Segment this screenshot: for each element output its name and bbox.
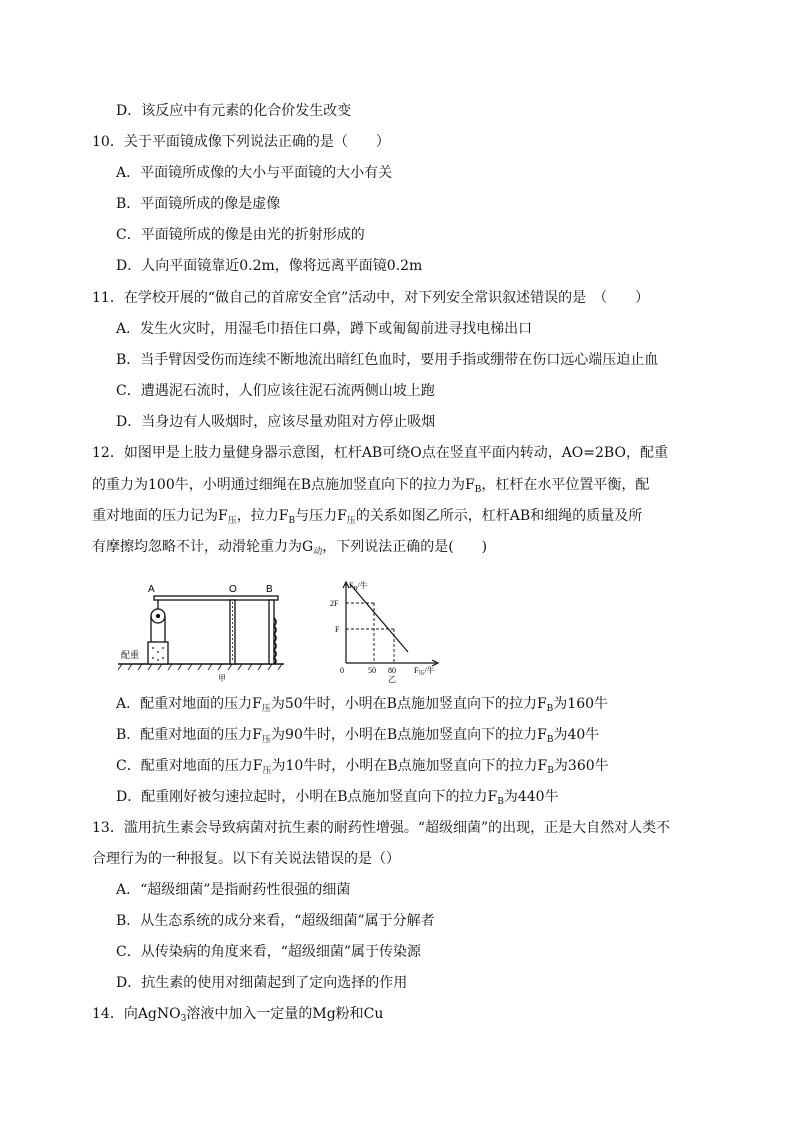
q13-option-a: A．“超级细菌”是指耐药性很强的细菌 — [116, 882, 351, 898]
q12-figure — [118, 578, 468, 688]
figure-jia-apparatus — [118, 596, 284, 670]
q11-option-a: A．发生火灾时，用湿毛巾捂住口鼻，蹲下或匍匐前进寻找电梯出口 — [116, 321, 533, 337]
q10-option-a: A．平面镜所成像的大小与平面镜的大小有关 — [116, 165, 393, 181]
q14-stem: 14．向AgNO$_3$溶液中加入一定量的Mg粉和Cu — [92, 1006, 384, 1024]
caption-yi: 乙 — [388, 675, 396, 684]
q10-stem: 10．关于平面镜成像下列说法正确的是（ ） — [92, 134, 390, 150]
q12-stem-line-4: 有摩擦均忽略不计，动滑轮重力为$G_动$，下列说法正确的是( ) — [92, 539, 488, 557]
caption-jia: 甲 — [218, 674, 226, 683]
q10-option-d: D．人向平面镜靠近0.2m，像将远离平面镜0.2m — [116, 258, 423, 274]
q11-stem: 11．在学校开展的“做自己的首席安全官”活动中，对下列安全常识叙述错误的是 （ ） — [92, 290, 650, 306]
q13-option-d: D．抗生素的使用对细菌起到了定向选择的作用 — [116, 975, 408, 991]
q13-stem-line-1: 13．滥用抗生素会导致病菌对抗生素的耐药性增强。“超级细菌”的出现，正是大自然对人类不 — [92, 820, 671, 836]
q12-stem-line-3: 重对地面的压力记为$F_压$，拉力$F_B$与压力$F_压$的关系如图乙所示，杠杆AB和细绳的质量及所 — [92, 508, 643, 526]
q12-stem-line-2: 的重力为100牛，小明通过细绳在B点施加竖直向下的拉力为$F_B$，杠杆在水平位置平衡，配 — [92, 477, 650, 495]
figure-yi-graph — [343, 582, 438, 666]
tick-80: 80 — [388, 666, 396, 675]
q12-option-d: D．配重刚好被匀速拉起时，小明在B点施加竖直向下的拉力$F_B$为440牛 — [116, 789, 559, 807]
label-b: B — [266, 584, 273, 595]
q12-option-b: B．配重对地面的压力$F_压$为90牛时，小明在B点施加竖直向下的拉力$F_B$为40牛 — [116, 727, 600, 745]
q9-option-d: D．该反应中有元素的化合价发生改变 — [116, 103, 352, 119]
q13-option-c: C．从传染病的角度来看，“超级细菌”属于传染源 — [116, 944, 422, 960]
tick-50: 50 — [368, 666, 376, 675]
q11-option-b: B．当手臂因受伤而连续不断地流出暗红色血时，要用手指或绷带在伤口远心端压迫止血 — [116, 352, 659, 368]
q13-option-b: B．从生态系统的成分来看，“超级细菌”属于分解者 — [116, 913, 435, 929]
q10-option-c: C．平面镜所成的像是由光的折射形成的 — [116, 227, 365, 243]
label-o: O — [229, 584, 237, 595]
tick-2f: 2F — [330, 599, 339, 608]
q12-option-c: C．配重对地面的压力$F_压$为10牛时，小明在B点施加竖直向下的拉力$F_B$为360牛 — [116, 758, 609, 776]
q10-option-b: B．平面镜所成的像是虚像 — [116, 196, 281, 212]
label-weight: 配重 — [121, 651, 140, 661]
q13-stem-line-2: 合理行为的一种报复。以下有关说法错误的是（） — [92, 851, 400, 867]
q12-stem-line-1: 12．如图甲是上肢力量健身器示意图，杠杆AB可绕O点在竖直平面内转动，AO=2BO，配重 — [92, 445, 668, 461]
graph-x-label: $F_压/$牛 — [414, 666, 435, 677]
q11-option-c: C．遭遇泥石流时，人们应该往泥石流两侧山坡上跑 — [116, 383, 435, 399]
q12-option-a: A．配重对地面的压力$F_压$为50牛时，小明在B点施加竖直向下的拉力$F_B$为160牛 — [116, 696, 609, 714]
q11-option-d: D．当身边有人吸烟时，应该尽量劝阻对方停止吸烟 — [116, 414, 436, 430]
graph-y-label: $F_B/$牛 — [349, 581, 368, 592]
tick-f: F — [335, 625, 340, 634]
tick-0: 0 — [340, 666, 344, 675]
label-a: A — [148, 584, 155, 595]
